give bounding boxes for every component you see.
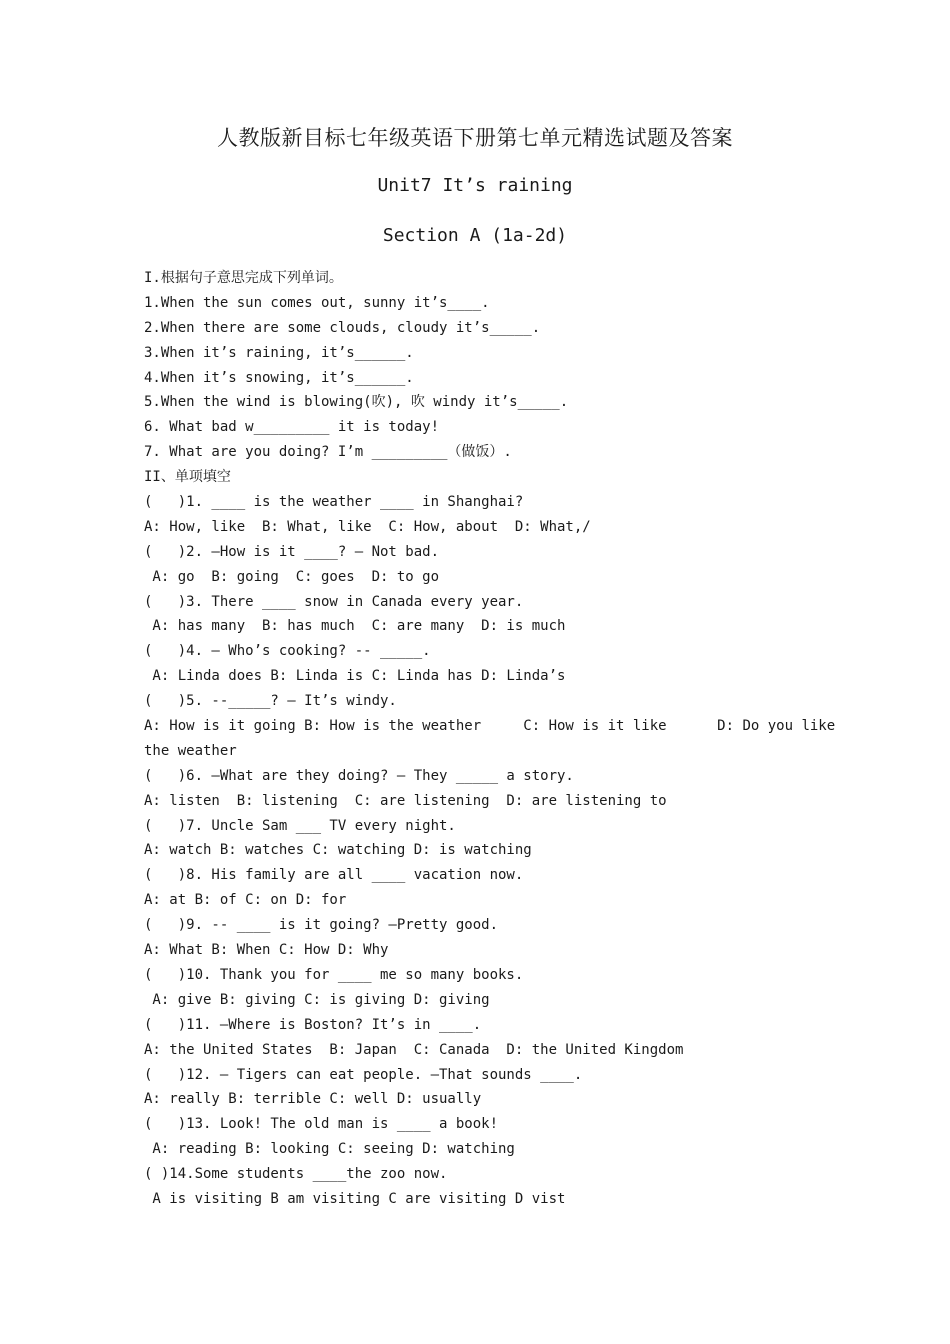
text-line: A: reading B: looking C: seeing D: watching [144, 1141, 515, 1158]
text-line: II、单项填空 [144, 469, 231, 486]
text-line: 5.When the wind is blowing(吹), 吹 windy it’s_____. [144, 394, 569, 411]
text-line: A: go B: going C: goes D: to go [144, 568, 440, 585]
exercise-body [144, 266, 844, 1212]
section-heading: Section A (1a-2d) [382, 225, 568, 246]
text-line: ( )5. --_____? – It’s windy. [144, 693, 397, 710]
text-line: 4.When it’s snowing, it’s______. [144, 369, 414, 386]
text-line: ( )11. –Where is Boston? It’s in ____. [144, 1016, 482, 1033]
text-line: A: has many B: has much C: are many D: is much [144, 618, 566, 635]
text-line: A: give B: giving C: is giving D: giving [144, 991, 490, 1008]
text-line: 1.When the sun comes out, sunny it’s____. [144, 294, 490, 311]
text-line: ( )3. There ____ snow in Canada every year. [144, 593, 524, 610]
text-line: A: How, like B: What, like C: How, about D: What,/ [144, 518, 591, 535]
text-line: ( )14.Some students ____the zoo now. [144, 1166, 448, 1183]
text-line: A: really B: terrible C: well D: usually [144, 1091, 482, 1108]
text-line: ( )6. –What are they doing? – They _____ a story. [144, 767, 574, 784]
text-line: ( )8. His family are all ____ vacation now. [144, 867, 524, 884]
text-line: I.根据句子意思完成下列单词。 [144, 270, 343, 286]
text-line: A: What B: When C: How D: Why [144, 942, 389, 959]
text-line: A is visiting B am visiting C are visiting D vist [144, 1190, 566, 1207]
text-line: A: watch B: watches C: watching D: is watching [144, 842, 532, 859]
text-line: ( )1. ____ is the weather ____ in Shanghai? [144, 494, 524, 511]
text-line: A: Linda does B: Linda is C: Linda has D: Linda’s [144, 668, 566, 685]
text-line: ( )4. – Who’s cooking? -- _____. [144, 643, 431, 660]
text-line: 2.When there are some clouds, cloudy it’s_____. [144, 319, 541, 336]
text-line: ( )7. Uncle Sam ___ TV every night. [144, 817, 456, 834]
text-line: A: at B: of C: on D: for [144, 892, 347, 909]
text-line: ( )12. – Tigers can eat people. –That sounds ____. [144, 1066, 583, 1083]
document-title: 人教版新目标七年级英语下册第七单元精选试题及答案 [217, 126, 733, 150]
text-line: 6. What bad w_________ it is today! [144, 419, 440, 436]
text-line: ( )2. –How is it ____? – Not bad. [144, 543, 440, 560]
text-line: A: listen B: listening C: are listening D: are listening to [144, 792, 667, 809]
text-line: ( )9. -- ____ is it going? –Pretty good. [144, 917, 499, 934]
text-line: ( )10. Thank you for ____ me so many books. [144, 966, 524, 983]
text-line: A: the United States B: Japan C: Canada D: the United Kingdom [144, 1041, 684, 1058]
text-line: 7. What are you doing? I’m _________（做饭）. [144, 444, 512, 461]
unit-heading: Unit7 It’s raining [377, 175, 573, 196]
text-line: ( )13. Look! The old man is ____ a book! [144, 1116, 499, 1133]
text-line: A: How is it going B: How is the weather C: How is it like D: Do you like [144, 718, 836, 735]
text-line: 3.When it’s raining, it’s______. [144, 344, 414, 361]
text-line: the weather [144, 742, 237, 759]
